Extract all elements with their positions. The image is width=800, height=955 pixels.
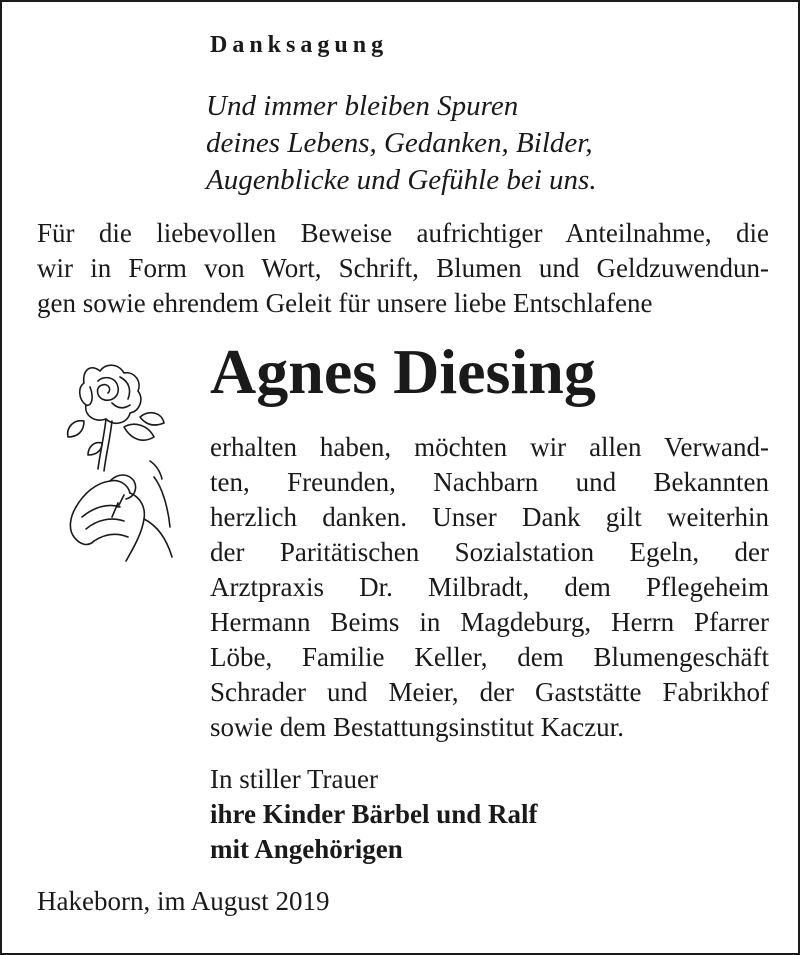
deceased-name: Agnes Diesing [210, 336, 596, 407]
children-line: ihre Kinder Bärbel und Ralf [210, 799, 538, 829]
thanks-line: Arztpraxis Dr. Milbradt, dem Pflegeheim [210, 572, 769, 602]
rose-in-hand-icon [54, 357, 194, 567]
poem-line: deines Lebens, Gedanken, Bilder, [206, 127, 593, 159]
intro-line: Für die liebevollen Beweise aufrichtiger Anteilnahme, die [37, 218, 769, 248]
mourning-line: In stiller Trauer [210, 764, 378, 794]
thanks-line: Schrader und Meier, der Gaststätte Fabrikhof [210, 677, 769, 707]
thanks-line: erhalten haben, möchten wir allen Verwand- [210, 432, 769, 462]
intro-line: wir in Form von Wort, Schrift, Blumen und Geldzuwendun- [37, 253, 769, 283]
heading: Danksagung [210, 32, 389, 58]
relatives-line: mit Angehörigen [210, 834, 403, 864]
poem-line: Und immer bleiben Spuren [206, 90, 519, 122]
thanks-line: Hermann Beims in Magdeburg, Herrn Pfarrer [210, 607, 769, 637]
thanks-line: sowie dem Bestattungsinstitut Kaczur. [210, 712, 624, 742]
thanks-line: herzlich danken. Unser Dank gilt weiterhin [210, 502, 769, 532]
intro-line: gen sowie ehrendem Geleit für unsere liebe Entschlafene [37, 288, 653, 318]
place-date: Hakeborn, im August 2019 [37, 886, 330, 916]
thanks-line: ten, Freunden, Nachbarn und Bekannten [210, 467, 769, 497]
poem-line: Augenblicke und Gefühle bei uns. [206, 164, 597, 196]
poem [206, 88, 597, 199]
thanks-line: der Paritätischen Sozialstation Egeln, der [210, 537, 769, 567]
thanks-paragraph [210, 430, 769, 745]
intro-paragraph [37, 216, 769, 321]
thanks-line: Löbe, Familie Keller, dem Blumengeschäft [210, 642, 769, 672]
signoff [210, 762, 538, 867]
